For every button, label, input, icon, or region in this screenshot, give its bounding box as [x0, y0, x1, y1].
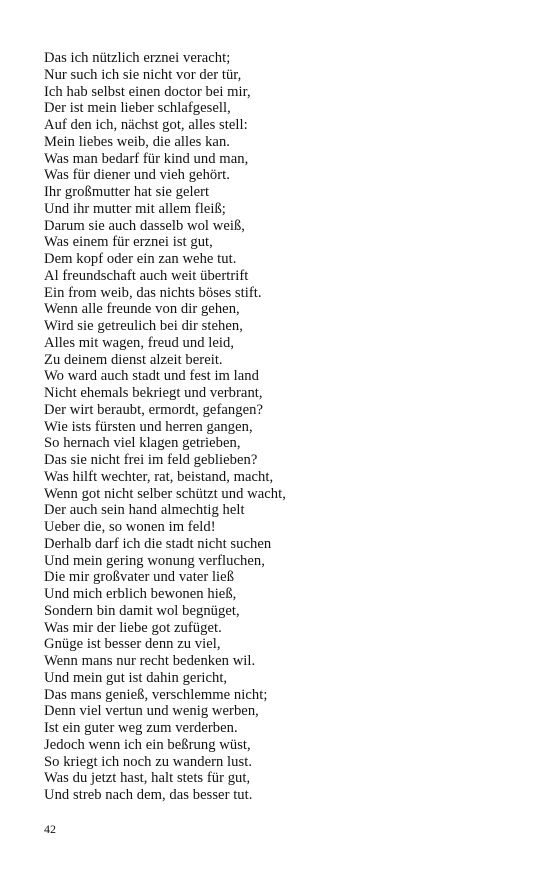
poem-line: Und streb nach dem, das besser tut. [44, 787, 253, 803]
poem-line: Was hilft wechter, rat, beistand, macht, [44, 468, 274, 485]
poem-line: Dem kopf oder ein zan wehe tut. [44, 251, 237, 267]
poem-line: Und mein gut ist dahin gericht, [44, 669, 228, 686]
page-number: 42 [44, 822, 56, 836]
poem-line: Was mir der liebe got zufüget. [44, 619, 222, 636]
poem-line: Der ist mein lieber schlafgesell, [44, 100, 231, 117]
poem-line: Wenn alle freunde von dir gehen, [44, 301, 240, 318]
poem-line: Denn viel vertun und wenig werben, [44, 703, 259, 720]
poem-line: Nur such ich sie nicht vor der tür, [44, 66, 242, 83]
poem-line: Auf den ich, nächst got, alles stell: [44, 117, 248, 133]
poem-line: Die mir großvater und vater ließ [44, 569, 235, 586]
poem-line: Alles mit wagen, freud und leid, [44, 334, 235, 351]
poem-text [44, 50, 524, 804]
poem-line: Gnüge ist besser denn zu viel, [44, 636, 221, 653]
poem-line: Der auch sein hand almechtig helt [44, 502, 245, 519]
poem-line: Der wirt beraubt, ermordt, gefangen? [44, 401, 263, 418]
poem-line: Und ihr mutter mit allem fleiß; [44, 200, 226, 217]
poem-line: Darum sie auch dasselb wol weiß, [44, 217, 245, 234]
poem-line: So kriegt ich noch zu wandern lust. [44, 753, 253, 770]
poem-line: Zu deinem dienst alzeit bereit. [44, 351, 223, 368]
poem-line: Ein from weib, das nichts böses stift. [44, 284, 262, 301]
poem-line: Ich hab selbst einen doctor bei mir, [44, 83, 251, 100]
poem-line: Sondern bin damit wol begnüget, [44, 602, 240, 619]
poem-line: Jedoch wenn ich ein beßrung wüst, [44, 736, 251, 753]
poem-line: Was einem für erznei ist gut, [44, 234, 213, 251]
poem-line: Ihr großmutter hat sie gelert [44, 184, 210, 200]
poem-line: Wo ward auch stadt und fest im land [44, 368, 259, 385]
poem-line: So hernach viel klagen getrieben, [44, 435, 241, 452]
poem-line: Wenn mans nur recht bedenken wil. [44, 653, 256, 669]
poem-line: Al freundschaft auch weit übertrift [44, 267, 249, 284]
poem-line: Derhalb darf ich die stadt nicht suchen [44, 535, 272, 552]
poem-line: Was man bedarf für kind und man, [44, 150, 249, 167]
poem-line: Mein liebes weib, die alles kan. [44, 133, 230, 150]
poem-line: Was du jetzt hast, halt stets für gut, [44, 770, 251, 787]
poem-line: Wenn got nicht selber schützt und wacht, [44, 485, 286, 502]
poem-line: Und mein gering wonung verfluchen, [44, 552, 265, 569]
poem-line: Das ich nützlich erznei veracht; [44, 50, 231, 66]
poem-line: Nicht ehemals bekriegt und verbrant, [44, 385, 263, 401]
poem-line: Ist ein guter weg zum verderben. [44, 720, 238, 736]
poem-line: Was für diener und vieh gehört. [44, 167, 230, 184]
poem-line: Ueber die, so wonen im feld! [44, 519, 216, 535]
poem-line: Das mans genieß, verschlemme nicht; [44, 686, 268, 703]
poem-line: Wird sie getreulich bei dir stehen, [44, 318, 243, 334]
poem-line: Das sie nicht frei im feld geblieben? [44, 452, 258, 468]
poem-line: Wie ists fürsten und herren gangen, [44, 418, 253, 435]
poem-line: Und mich erblich bewonen hieß, [44, 586, 237, 602]
